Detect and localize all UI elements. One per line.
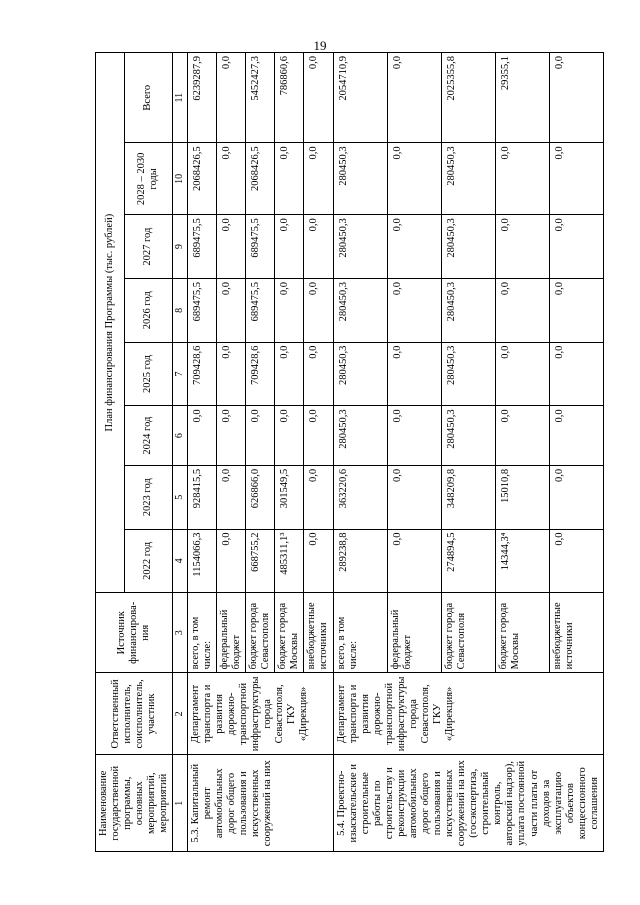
column-index: 3 [173, 593, 188, 673]
year-value: 0,0 [217, 278, 246, 342]
year-value: 689475,5 [187, 215, 216, 279]
year-value: 0,0 [304, 342, 333, 406]
year-value: 280450,3 [333, 143, 387, 215]
table-row [187, 53, 216, 852]
funding-source: внебюджетные источники [549, 593, 603, 673]
year-value: 14344,3⁴ [495, 529, 549, 593]
year-value: 0,0 [495, 143, 549, 215]
year-value: 485311,1³ [275, 529, 304, 593]
year-value: 0,0 [549, 278, 603, 342]
year-value: 928415,5 [187, 465, 216, 529]
year-value: 0,0 [217, 529, 246, 593]
year-value: 0,0 [549, 465, 603, 529]
responsible-executor: Департамент транспорта и развития дорожно-транспортной инфраструктуры города Севастополя, ГКУ «Дирекция» [187, 673, 333, 755]
year-value: 0,0 [187, 406, 216, 466]
total-value: 29355,1 [495, 53, 549, 143]
year-value: 0,0 [549, 143, 603, 215]
header-year: 2026 год [124, 278, 173, 342]
year-value: 0,0 [275, 278, 304, 342]
measure-name: 5.3. Капитальный ремонт автомобильных дорог общего пользования и искусственных сооружений на них [187, 755, 333, 852]
year-value: 689475,5 [187, 278, 216, 342]
year-value: 0,0 [387, 215, 441, 279]
year-value: 0,0 [304, 529, 333, 593]
year-value: 280450,3 [333, 278, 387, 342]
header-year: 2024 год [124, 406, 173, 466]
year-value: 289238,8 [333, 529, 387, 593]
year-value: 0,0 [217, 465, 246, 529]
year-value: 1154066,3 [187, 529, 216, 593]
year-value: 0,0 [387, 529, 441, 593]
year-value: 626866,0 [246, 465, 275, 529]
year-value: 0,0 [387, 406, 441, 466]
responsible-executor: Департамент транспорта и развития дорожно-транспортной инфраструктуры города Севастополя, ГКУ «Дирекция» [333, 673, 603, 755]
year-value: 280450,3 [333, 215, 387, 279]
year-value: 0,0 [495, 406, 549, 466]
column-index: 2 [173, 673, 188, 755]
year-value: 2068426,5 [187, 143, 216, 215]
year-value: 689475,5 [246, 215, 275, 279]
year-value: 348209,8 [441, 465, 495, 529]
total-value: 2054710,9 [333, 53, 387, 143]
column-index: 7 [173, 342, 188, 406]
funding-source: всего, в том числе: [333, 593, 387, 673]
year-value: 0,0 [275, 406, 304, 466]
year-value: 0,0 [549, 529, 603, 593]
funding-source: федеральный бюджет [387, 593, 441, 673]
year-value: 0,0 [217, 406, 246, 466]
total-value: 6239287,9 [187, 53, 216, 143]
year-value: 0,0 [495, 215, 549, 279]
header-year: 2022 год [124, 529, 173, 593]
year-value: 0,0 [304, 215, 333, 279]
total-value: 0,0 [387, 53, 441, 143]
financing-table [95, 52, 604, 852]
year-value: 280450,3 [333, 342, 387, 406]
year-value: 0,0 [246, 406, 275, 466]
year-value: 709428,6 [246, 342, 275, 406]
column-index: 6 [173, 406, 188, 466]
column-index: 1 [173, 755, 188, 852]
year-value: 280450,3 [333, 406, 387, 466]
header-total: Всего [124, 53, 173, 143]
year-value: 0,0 [387, 278, 441, 342]
column-index: 4 [173, 529, 188, 593]
total-value: 0,0 [217, 53, 246, 143]
year-value: 280450,3 [441, 406, 495, 466]
header-responsible: Ответственный исполнитель, соисполнитель, участник [96, 673, 173, 755]
year-value: 0,0 [217, 342, 246, 406]
year-value: 0,0 [304, 465, 333, 529]
year-value: 0,0 [275, 342, 304, 406]
funding-source: бюджет города Севастополя [441, 593, 495, 673]
table-row [333, 53, 387, 852]
year-value: 0,0 [387, 342, 441, 406]
year-value: 280450,3 [441, 278, 495, 342]
header-year: 2027 год [124, 215, 173, 279]
year-value: 0,0 [217, 143, 246, 215]
year-value: 0,0 [304, 406, 333, 466]
year-value: 0,0 [275, 215, 304, 279]
year-value: 280450,3 [441, 342, 495, 406]
header-name: Наименование государственной программы, основных мероприятий, мероприятий [96, 755, 173, 852]
year-value: 301549,5 [275, 465, 304, 529]
year-value: 709428,6 [187, 342, 216, 406]
year-value: 0,0 [495, 342, 549, 406]
year-value: 0,0 [495, 278, 549, 342]
year-value: 689475,5 [246, 278, 275, 342]
column-index-row [173, 53, 188, 852]
total-value: 0,0 [304, 53, 333, 143]
year-value: 274894,5 [441, 529, 495, 593]
column-index: 9 [173, 215, 188, 279]
year-value: 0,0 [387, 143, 441, 215]
funding-source: всего, в том числе: [187, 593, 216, 673]
column-index: 11 [173, 53, 188, 143]
year-value: 0,0 [387, 465, 441, 529]
funding-source: бюджет города Москвы [275, 593, 304, 673]
year-value: 0,0 [549, 342, 603, 406]
year-value: 2068426,5 [246, 143, 275, 215]
year-value: 0,0 [549, 215, 603, 279]
year-value: 280450,3 [441, 215, 495, 279]
year-value: 280450,3 [441, 143, 495, 215]
header-plan-title: План финансирования Программы (тыс. рублей) [96, 53, 125, 593]
year-value: 0,0 [275, 143, 304, 215]
header-year: 2025 год [124, 342, 173, 406]
year-value: 0,0 [304, 143, 333, 215]
year-value: 0,0 [217, 215, 246, 279]
total-value: 786860,6 [275, 53, 304, 143]
total-value: 5452427,3 [246, 53, 275, 143]
funding-source: внебюджетные источники [304, 593, 333, 673]
funding-source: бюджет города Москвы [495, 593, 549, 673]
column-index: 10 [173, 143, 188, 215]
column-index: 8 [173, 278, 188, 342]
header-source: Источник финансирова- ния [96, 593, 173, 673]
table-body [187, 53, 603, 852]
total-value: 2025355,8 [441, 53, 495, 143]
page-number: 19 [313, 38, 327, 53]
year-value: 0,0 [304, 278, 333, 342]
total-value: 0,0 [549, 53, 603, 143]
measure-name: 5.4. Проектно-изыскательские и строительные работы по строительству и реконструкции автомобильных дорог общего пользования и искусственных сооружений на них (госэкспертиза, строительный контроль, авторский надзор), уплата постоянной части платы от доходов за эксплуатацию объектов концессионного соглашения [333, 755, 603, 852]
header-year: 2028 – 2030 годы [124, 143, 173, 215]
funding-source: федеральный бюджет [217, 593, 246, 673]
year-value: 15010,8 [495, 465, 549, 529]
funding-source: бюджет города Севастополя [246, 593, 275, 673]
year-value: 363220,6 [333, 465, 387, 529]
year-value: 668755,2 [246, 529, 275, 593]
year-value: 0,0 [549, 406, 603, 466]
header-year: 2023 год [124, 465, 173, 529]
rotated-table-container [95, 52, 600, 852]
column-index: 5 [173, 465, 188, 529]
